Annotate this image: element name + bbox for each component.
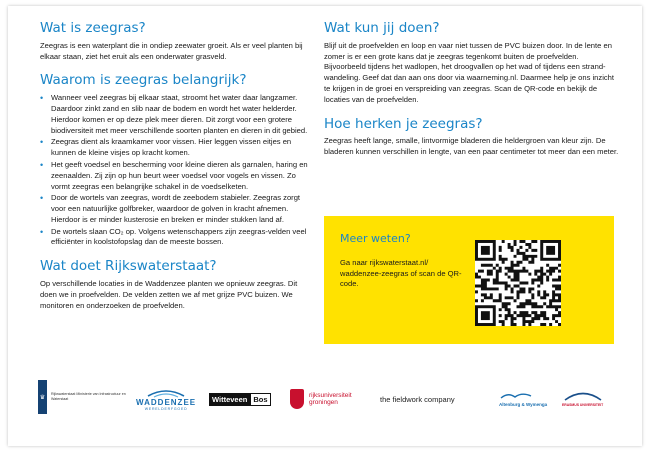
erasmus-logo [562, 382, 603, 416]
text-wat-kun-jij-doen: Blijf uit de proefvelden en loop en vaar niet tussen de PVC buizen door. In de lente en zomer is er een grote kans dat je zeegras tegenkomt buiten de proefvelden. Bijvoorbeeld tijdens het wadlopen, het droogvallen op het wad of tijdens een strand-wandeling. Geef dat dan aan ons door via waarneming.nl. Daarmee help je ons inzicht te krijgen in de groei en verspreiding van zeegras. Scan de QR-code en bekijk de locaties van de proefvelden. [324, 40, 615, 104]
meer-weten-box [324, 216, 614, 344]
list-item: • De wortels slaan CO₂ op. Volgens wetenschappers zijn zeegras-velden veel efficiënter in koolstofopslag dan de meeste bossen. [40, 227, 312, 249]
altenburg-text: Altenburg & Wymenga [499, 401, 548, 407]
qr-code-icon [475, 240, 561, 326]
rijkswaterstaat-text: Rijkswaterstaat Ministerie van Infrastructuur en Waterstaat [51, 392, 126, 401]
witteveen-bos-logo [209, 382, 271, 416]
fieldwork-logo: the fieldwork company [380, 394, 455, 404]
rug-text-line1: rijksuniversiteit [309, 391, 352, 399]
meer-weten-heading: Meer weten? [340, 232, 411, 245]
section-waarom-belangrijk [40, 72, 312, 248]
waddenzee-sub: WERELDERFGOED [144, 406, 188, 411]
wave-icon [146, 388, 186, 398]
list-item: • Door de wortels van zeegras, wordt de zeebodem stabieler. Zeegras zorgt voor een natuurlijke golfbreker, waardoor de golven in kracht afnemen. Hierdoor is er minder kusterosie en breken er minder stukken land af. [40, 193, 312, 225]
rug-crest-icon [290, 389, 304, 409]
text-wat-is-zeegras: Zeegras is een waterplant die in ondiep zeewater groeit. Als er veel planten bij elkaar staan, ziet het eruit als een onderwater grasveld. [40, 40, 303, 61]
altenburg-wymenga-logo [499, 382, 547, 416]
heading-wat-kun-jij-doen: Wat kun jij doen? [324, 20, 440, 36]
section-wat-doet-rws [40, 258, 312, 311]
partner-logos [28, 382, 628, 432]
erasmus-text: ERASMUS UNIVERSITEIT [562, 403, 604, 407]
left-column [40, 20, 312, 321]
qr-code[interactable] [475, 240, 561, 326]
bird-icon [499, 392, 533, 400]
bos-text: Bos [250, 393, 270, 406]
text-hoe-herken: Zeegras heeft lange, smalle, lintvormige bladeren die heldergroen van kleur zijn. De bladeren kunnen verschillen in lengte, van een paar centimeter tot meer dan een meter. [324, 136, 619, 157]
heading-hoe-herken: Hoe herken je zeegras? [324, 115, 483, 132]
rug-logo [290, 382, 352, 416]
leaflet-page [8, 6, 642, 446]
section-wat-is-zeegras [40, 20, 312, 62]
rijkswaterstaat-logo [38, 380, 129, 414]
text-wat-doet-rws: Op verschillende locaties in de Waddenzee planten we opnieuw zeegras. Dit doen we in proefvelden. De velden zetten we af met grijze PVC buizen. We monitoren en onderzoeken de proefvelden. [40, 279, 298, 310]
list-item: • Het geeft voedsel en bescherming voor kleine dieren als garnalen, haring en zeenaalden. Zij zijn op hun beurt weer voedsel voor vogels en vissen. Zo vormt zeegras een belangrijke schakel in de voedselketen. [40, 160, 312, 192]
heading-wat-is-zeegras: Wat is zeegras? [40, 20, 146, 36]
witteveen-text: Witteveen [209, 393, 250, 406]
section-wat-kun-jij-doen [324, 20, 620, 106]
right-column [324, 20, 620, 168]
rijkswaterstaat-emblem-icon: ♛ [38, 380, 47, 414]
meer-weten-text: Ga naar rijkswaterstaat.nl/ waddenzee-zeegras of scan de QR-code. [340, 258, 462, 289]
list-item: • Wanneer veel zeegras bij elkaar staat, stroomt het water daar langzamer. Daardoor zinkt zand en slib naar de bodem en wordt het water helderder. Hierdoor komen er op deze plek meer dieren. Dit zorgt voor een grotere biodiversiteit met meer verschillende soorten planten en dieren in dit gebied. [40, 93, 312, 136]
rug-text-line2: groningen [309, 399, 338, 406]
erasmus-arc-icon [563, 391, 603, 401]
waddenzee-logo [136, 382, 196, 416]
section-hoe-herken [324, 116, 620, 158]
heading-waarom-belangrijk: Waarom is zeegras belangrijk? [40, 72, 247, 89]
list-item: • Zeegras dient als kraamkamer voor vissen. Hier leggen vissen eitjes en kunnen de kleine visjes op kracht komen. [40, 137, 312, 159]
list-waarom-belangrijk [40, 93, 312, 248]
heading-wat-doet-rws: Wat doet Rijkswaterstaat? [40, 258, 217, 275]
waddenzee-name: WADDENZEE [136, 397, 197, 407]
